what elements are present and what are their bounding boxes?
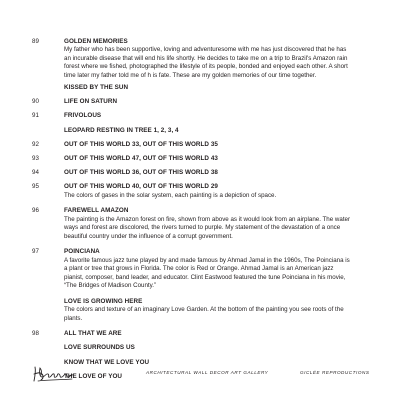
entry-title: LOVE SURROUNDS US — [64, 344, 135, 352]
entry-title: FAREWELL AMAZON — [64, 207, 129, 215]
entry-love-is-growing-here — [0, 297, 401, 326]
entry-95 — [0, 182, 401, 202]
entry-92 — [0, 140, 401, 149]
entry-91 — [0, 111, 401, 120]
entry-title: LEOPARD RESTING IN TREE 1, 2, 3, 4 — [64, 126, 179, 134]
entry-description: A favorite famous jazz tune played by and made famous by Ahmad Jamal in the 1960s, The Poinciana is a plant or tree that grows in Florida. The color is Red or Orange. Ahmad Jamal is an American jazz pianist, composer, band leader, and educator. Clint Eastwood featured the tune Poinciana in his movie, “The Bridges of Madison County.” — [64, 256, 350, 290]
entry-number: 94 — [32, 169, 39, 177]
entry-description: The colors and texture of an imaginary Love Garden. At the bottom of the painting you see roots of the plants. — [64, 306, 344, 322]
entry-title: THE LOVE OF YOU — [64, 372, 123, 380]
page-footer — [0, 363, 401, 393]
entry-number: 91 — [32, 112, 39, 120]
entry-96 — [0, 206, 401, 243]
entry-number: 95 — [32, 183, 39, 191]
entry-leopard — [0, 126, 401, 135]
entry-description: My father who has been supportive, loving and adventuresome with me has just discovered that he has an incurable disease that will end his life shortly. He decides to take me on a trip to Brazil's Amazon rain forest where we fished, photographed the lifestyle of its people, bonded and enjoyed each other. A short time later my father told me of h is fate. These are my golden memories of our time together. — [64, 46, 348, 80]
entry-number: 98 — [32, 330, 39, 338]
entry-title: OUT OF THIS WORLD 33, OUT OF THIS WORLD 35 — [64, 140, 218, 148]
entry-kissed-by-the-sun — [0, 83, 401, 92]
reproductions-label: GICLÉE REPRODUCTIONS — [300, 370, 370, 375]
entry-number: 96 — [32, 207, 39, 215]
entry-94 — [0, 168, 401, 177]
entry-description: The painting is the Amazon forest on fire, shown from above as it would look from an airplane. The water ways and forest are discolored, the rivers turned to purple. My statement of the devastation of a once beautiful country under the influence of a corrupt government. — [64, 215, 351, 240]
entry-title: FRIVOLOUS — [64, 112, 102, 120]
entry-number: 90 — [32, 98, 39, 106]
entry-number: 89 — [32, 38, 39, 45]
entry-title: KNOW THAT WE LOVE YOU — [64, 358, 150, 366]
entry-love-surrounds-us — [0, 343, 401, 352]
entry-90 — [0, 97, 401, 106]
gallery-name: ARCHITECTURAL WALL DECOR ART GALLERY — [146, 370, 269, 375]
entry-title: GOLDEN MEMORIES — [64, 38, 128, 45]
entry-93 — [0, 154, 401, 163]
artist-signature — [32, 365, 76, 383]
entry-title: LOVE IS GROWING HERE — [64, 297, 143, 305]
entry-97 — [0, 247, 401, 293]
entry-title: OUT OF THIS WORLD 36, OUT OF THIS WORLD 38 — [64, 169, 218, 177]
entry-number: 92 — [32, 140, 39, 148]
catalog-list — [0, 37, 401, 381]
entry-title: LIFE ON SATURN — [64, 98, 118, 106]
entry-number: 97 — [32, 248, 39, 256]
entry-89 — [0, 37, 401, 83]
entry-description: The colors of gases in the solar system, each painting is a depiction of space. — [64, 191, 277, 199]
entry-title: ALL THAT WE ARE — [64, 330, 122, 338]
entry-number: 93 — [32, 154, 39, 162]
entry-98 — [0, 329, 401, 338]
entry-title: OUT OF THIS WORLD 47, OUT OF THIS WORLD 43 — [64, 154, 218, 162]
entry-title: POINCIANA — [64, 248, 100, 256]
entry-title: KISSED BY THE SUN — [64, 83, 129, 91]
entry-title: OUT OF THIS WORLD 40, OUT OF THIS WORLD 29 — [64, 183, 218, 191]
